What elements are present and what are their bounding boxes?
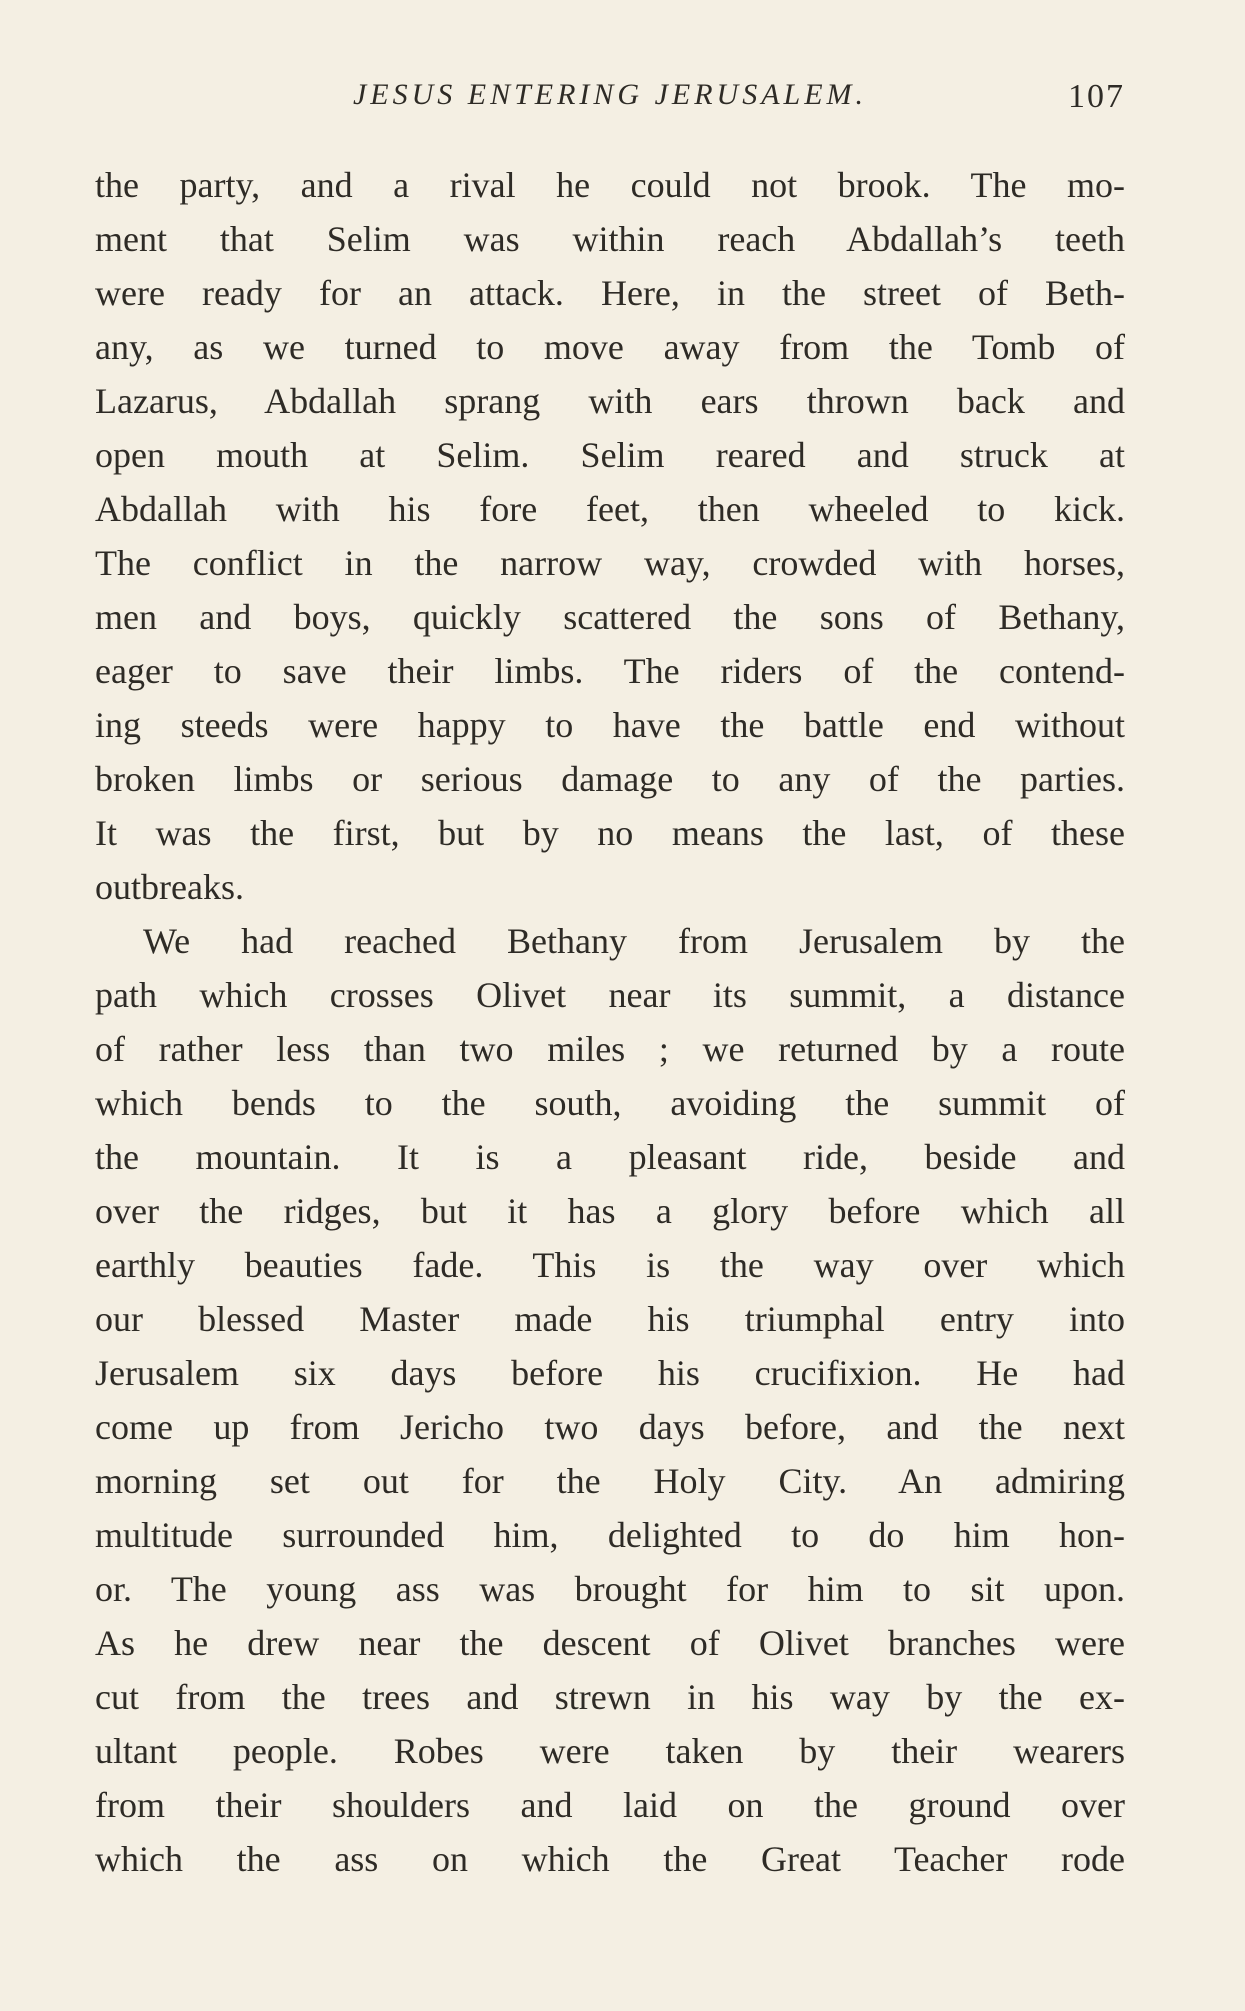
text-line: ultant people. Robes were taken by their wearers	[95, 1731, 1125, 1771]
text-line: ing steeds were happy to have the battle end without	[95, 705, 1125, 745]
text-line: We had reached Bethany from Jerusalem by the	[143, 921, 1125, 961]
text-line: path which crosses Olivet near its summit, a distance	[95, 975, 1125, 1015]
running-title: JESUS ENTERING JERUSALEM.	[352, 78, 868, 111]
text-line: morning set out for the Holy City. An admiring	[95, 1461, 1125, 1501]
text-line: open mouth at Selim. Selim reared and struck at	[95, 435, 1125, 475]
text-line: earthly beauties fade. This is the way over which	[95, 1245, 1125, 1285]
text-line: which the ass on which the Great Teacher rode	[95, 1839, 1125, 1879]
text-line: men and boys, quickly scattered the sons of Bethany,	[95, 597, 1125, 637]
text-line: Jerusalem six days before his crucifixion. He had	[95, 1353, 1125, 1393]
text-line: from their shoulders and laid on the ground over	[95, 1785, 1125, 1825]
text-line: It was the first, but by no means the last, of these	[95, 813, 1125, 853]
text-line: ment that Selim was within reach Abdallah’s teeth	[95, 219, 1125, 259]
text-line: The conflict in the narrow way, crowded with horses,	[95, 543, 1125, 583]
text-line: were ready for an attack. Here, in the street of Beth-	[95, 273, 1125, 313]
text-line: eager to save their limbs. The riders of the contend-	[95, 651, 1125, 691]
page-number: 107	[1068, 78, 1125, 115]
text-line: Lazarus, Abdallah sprang with ears thrown back and	[95, 381, 1125, 421]
text-line: As he drew near the descent of Olivet branches were	[95, 1623, 1125, 1663]
text-line: cut from the trees and strewn in his way by the ex-	[95, 1677, 1125, 1717]
text-line: the mountain. It is a pleasant ride, beside and	[95, 1137, 1125, 1177]
text-line: of rather less than two miles ; we returned by a route	[95, 1029, 1125, 1069]
paragraph-2	[95, 914, 1125, 1886]
text-line: which bends to the south, avoiding the summit of	[95, 1083, 1125, 1123]
running-head	[95, 78, 1125, 128]
text-line: or. The young ass was brought for him to sit upon.	[95, 1569, 1125, 1609]
body-text	[95, 158, 1125, 1886]
text-line: come up from Jericho two days before, and the next	[95, 1407, 1125, 1447]
text-line: broken limbs or serious damage to any of the parties.	[95, 759, 1125, 799]
paragraph-1	[95, 158, 1125, 914]
text-line: multitude surrounded him, delighted to do him hon-	[95, 1515, 1125, 1555]
text-line: outbreaks.	[95, 867, 244, 907]
text-line: the party, and a rival he could not brook. The mo-	[95, 165, 1125, 205]
text-line: over the ridges, but it has a glory before which all	[95, 1191, 1125, 1231]
text-line: any, as we turned to move away from the Tomb of	[95, 327, 1125, 367]
text-line: Abdallah with his fore feet, then wheeled to kick.	[95, 489, 1125, 529]
text-line: our blessed Master made his triumphal entry into	[95, 1299, 1125, 1339]
